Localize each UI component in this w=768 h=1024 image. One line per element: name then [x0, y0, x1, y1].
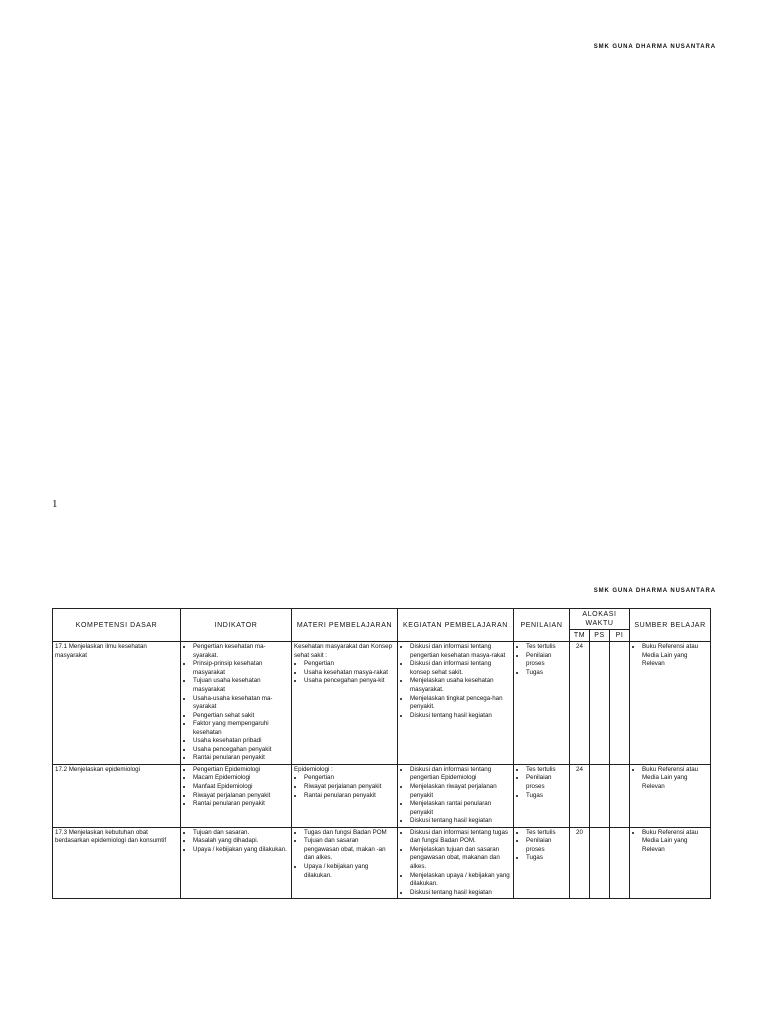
indikator-item: • Tujuan usaha kesehatan masyarakat: [193, 677, 289, 694]
sumber-cell: [630, 642, 711, 765]
tm-cell: 20: [570, 827, 590, 898]
header-tm: TM: [570, 630, 590, 642]
indikator-item: • Rantai penularan penyakit: [193, 800, 289, 809]
pi-cell: [610, 827, 630, 898]
penilaian-item: • Penilaian proses: [526, 774, 567, 791]
materi-list: [294, 660, 395, 686]
indikator-item: • Usaha pencegahan penyakit: [193, 746, 289, 755]
kegiatan-item: • Diskusi tentang hasil kegiatan: [410, 712, 511, 721]
penilaian-cell: [514, 642, 570, 765]
materi-cell: [292, 827, 398, 898]
penilaian-cell: [514, 764, 570, 827]
kegiatan-cell: [398, 642, 514, 765]
penilaian-item: • Tes tertulis: [526, 643, 567, 652]
indikator-cell: [181, 827, 292, 898]
kegiatan-item: • Diskusi tentang hasil kegiatan: [410, 817, 511, 826]
header-sumber: SUMBER BELAJAR: [630, 609, 711, 642]
indikator-cell: [181, 764, 292, 827]
sumber-cell: [630, 827, 711, 898]
materi-item: • Upaya / kebijakan yang dilakukan.: [304, 863, 395, 880]
penilaian-item: • Penilaian proses: [526, 837, 567, 854]
penilaian-list: [516, 766, 567, 800]
penilaian-item: • Tugas: [526, 669, 567, 678]
materi-item: • Tujuan dan sasaran pengawasan obat, makan -an dan alkes.: [304, 837, 395, 863]
penilaian-item: • Tugas: [526, 854, 567, 863]
kegiatan-list: [400, 829, 511, 897]
penilaian-cell: [514, 827, 570, 898]
tm-cell: 24: [570, 764, 590, 827]
kegiatan-item: • Diskusi dan informasi tentang pengertian Epidemiologi: [410, 766, 511, 783]
indikator-item: • Usaha-usaha kesehatan ma-syarakat: [193, 695, 289, 712]
indikator-item: • Pengertian kesehatan ma-syarakat.: [193, 643, 289, 660]
header-kompetensi: KOMPETENSI DASAR: [53, 609, 181, 642]
materi-item: • Pengertian: [304, 660, 395, 669]
ps-cell: [590, 827, 610, 898]
indikator-item: • Riwayat perjalanan penyakit: [193, 792, 289, 801]
kegiatan-item: • Menjelaskan rantai penularan penyakit: [410, 800, 511, 817]
silabus-table: [52, 608, 711, 899]
pi-cell: [610, 642, 630, 765]
materi-cell: [292, 764, 398, 827]
kegiatan-item: • Menjelaskan usaha kesehatan masyarakat.: [410, 677, 511, 694]
materi-cell: [292, 642, 398, 765]
indikator-item: • Macam Epidemiologi: [193, 774, 289, 783]
indikator-list: [183, 766, 289, 809]
indikator-item: • Manfaat Epidemiologi: [193, 783, 289, 792]
indikator-item: • Upaya / kebijakan yang dilakukan.: [193, 846, 289, 855]
kegiatan-cell: [398, 764, 514, 827]
pi-cell: [610, 764, 630, 827]
page-number: 1: [52, 498, 58, 510]
materi-item: • Riwayat perjalanan penyakit: [304, 783, 395, 792]
sumber-item: • Buku Referensi atau Media Lain yang Relevan: [642, 643, 708, 669]
page-header-second: SMK GUNA DHARMA NUSANTARA: [593, 588, 716, 594]
penilaian-item: • Penilaian proses: [526, 652, 567, 669]
indikator-item: • Usaha kesehatan pribadi: [193, 737, 289, 746]
kegiatan-item: • Menjelaskan upaya / kebijakan yang dilakukan.: [410, 872, 511, 889]
materi-intro: Kesehatan masyarakat dan Konsep sehat sakit :: [294, 643, 393, 659]
kompetensi-cell: 17.3 Menjelaskan kebutuhan obat berdasarkan epidemiologi dan konsumtif: [53, 827, 181, 898]
indikator-item: • Prinsip-prinsip kesehatan masyarakat: [193, 660, 289, 677]
header-kegiatan: KEGIATAN PEMBELAJARAN: [398, 609, 514, 642]
header-pi: PI: [610, 630, 630, 642]
indikator-list: [183, 643, 289, 763]
penilaian-item: • Tes tertulis: [526, 766, 567, 775]
sumber-item: • Buku Referensi atau Media Lain yang Relevan: [642, 829, 708, 855]
sumber-list: [632, 766, 708, 792]
materi-item: • Usaha kesehatan masya-rakat: [304, 669, 395, 678]
kompetensi-cell: 17.2 Menjelaskan epidemiologi: [53, 764, 181, 827]
materi-item: • Tugas dan fungsi Badan POM: [304, 829, 395, 838]
table-body: [53, 642, 711, 899]
page-header-top: SMK GUNA DHARMA NUSANTARA: [593, 44, 716, 50]
indikator-item: • Pengertian sehat sakit: [193, 712, 289, 721]
sumber-list: [632, 643, 708, 669]
ps-cell: [590, 764, 610, 827]
header-alokasi: ALOKASI WAKTU: [570, 609, 630, 630]
sumber-cell: [630, 764, 711, 827]
kegiatan-item: • Diskusi dan informasi tentang tugas dan fungsi Badan POM.: [410, 829, 511, 846]
kegiatan-item: • Menjelaskan riwayat perjalanan penyakit: [410, 783, 511, 800]
indikator-item: • Faktor yang mempengaruhi kesehatan: [193, 720, 289, 737]
materi-list: [294, 774, 395, 800]
table-row: [53, 642, 711, 765]
penilaian-item: • Tugas: [526, 792, 567, 801]
header-penilaian: PENILAIAN: [514, 609, 570, 642]
kegiatan-list: [400, 766, 511, 826]
kegiatan-item: • Diskusi dan informasi tentang konsep sehat sakit.: [410, 660, 511, 677]
materi-item: • Usaha pencegahan penya-kit: [304, 677, 395, 686]
kegiatan-item: • Diskusi dan informasi tentang pengertian kesehatan masya-rakat: [410, 643, 511, 660]
indikator-item: • Rantai penularan penyakit: [193, 754, 289, 763]
penilaian-list: [516, 643, 567, 677]
indikator-item: • Masalah yang dihadapi.: [193, 837, 289, 846]
header-materi: MATERI PEMBELAJARAN: [292, 609, 398, 642]
kegiatan-item: • Menjelaskan tujuan dan sasaran pengawasan obat, makanan dan alkes.: [410, 846, 511, 872]
kegiatan-item: • Diskusi tentang hasil kegiatan: [410, 889, 511, 898]
table-row: [53, 764, 711, 827]
indikator-cell: [181, 642, 292, 765]
header-ps: PS: [590, 630, 610, 642]
kegiatan-cell: [398, 827, 514, 898]
header-indikator: INDIKATOR: [181, 609, 292, 642]
materi-intro: Epidemiologi :: [294, 765, 333, 773]
materi-list: [294, 829, 395, 880]
kompetensi-cell: 17.1 Menjelaskan ilmu kesehatan masyarakat: [53, 642, 181, 765]
kegiatan-item: • Menjelaskan tingkat pencega-han penyakit.: [410, 695, 511, 712]
kegiatan-list: [400, 643, 511, 720]
indikator-item: • Tujuan dan sasaran.: [193, 829, 289, 838]
indikator-list: [183, 829, 289, 855]
sumber-item: • Buku Referensi atau Media Lain yang Relevan: [642, 766, 708, 792]
indikator-item: • Pengertian Epidemiologi: [193, 766, 289, 775]
materi-item: • Pengertian: [304, 774, 395, 783]
penilaian-item: • Tes tertulis: [526, 829, 567, 838]
penilaian-list: [516, 829, 567, 863]
ps-cell: [590, 642, 610, 765]
tm-cell: 24: [570, 642, 590, 765]
materi-item: • Rantai penularan penyakit: [304, 792, 395, 801]
table-row: [53, 827, 711, 898]
sumber-list: [632, 829, 708, 855]
